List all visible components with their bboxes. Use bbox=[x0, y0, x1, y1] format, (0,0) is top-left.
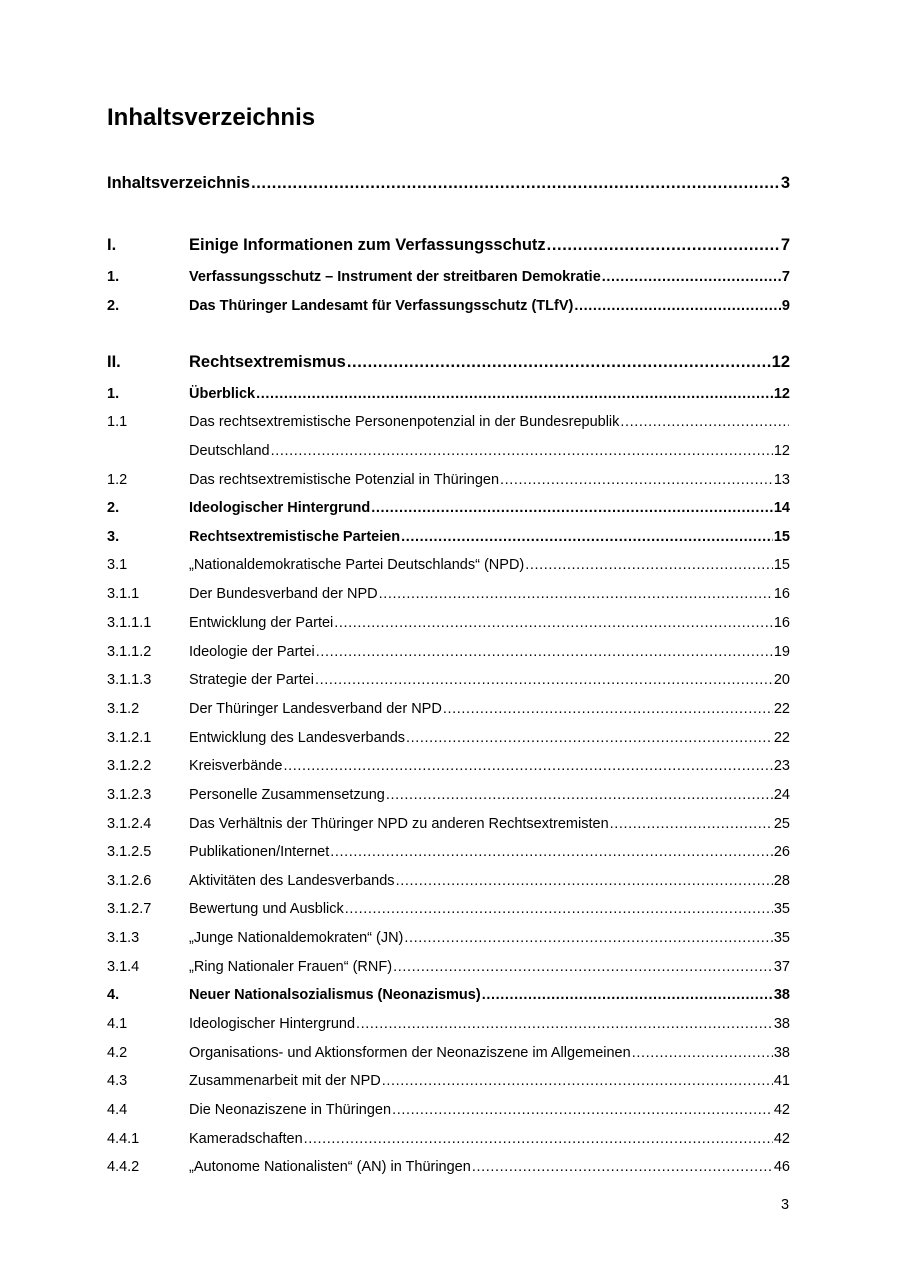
toc-entry[interactable] bbox=[107, 1155, 790, 1177]
toc-entry[interactable] bbox=[107, 496, 790, 518]
toc-entry[interactable] bbox=[107, 265, 790, 287]
toc-entry-title: Das rechtsextremistische Potenzial in Thüringen bbox=[189, 472, 500, 488]
toc-entry-page: 35 bbox=[773, 901, 790, 917]
dot-leader bbox=[251, 174, 780, 193]
dot-leader bbox=[525, 557, 773, 573]
toc-entry[interactable] bbox=[107, 173, 790, 195]
toc-entry[interactable] bbox=[107, 525, 790, 547]
toc-entry-number: 3.1.2 bbox=[107, 701, 140, 717]
toc-entry-number: 2. bbox=[107, 500, 120, 516]
toc-entry[interactable] bbox=[107, 1069, 790, 1091]
dot-leader bbox=[404, 930, 772, 946]
dot-leader bbox=[610, 816, 773, 832]
toc-entry-number: 4.4.1 bbox=[107, 1131, 140, 1147]
dot-leader bbox=[443, 701, 773, 717]
toc-entry-page: 12 bbox=[771, 353, 790, 371]
toc-entry[interactable] bbox=[107, 382, 790, 404]
toc-entry-number: 3.1.1 bbox=[107, 586, 140, 602]
toc-entry[interactable] bbox=[107, 840, 790, 862]
toc-entry[interactable] bbox=[107, 726, 790, 748]
toc-entry-number: 1.2 bbox=[107, 472, 128, 488]
toc-entry-number: 3.1.1.1 bbox=[107, 615, 152, 631]
toc-entry-page: 15 bbox=[773, 529, 790, 545]
dot-leader bbox=[482, 987, 773, 1003]
toc-entry-number: 3.1.3 bbox=[107, 930, 140, 946]
toc-entry-title: Das Thüringer Landesamt für Verfassungsschutz (TLfV) bbox=[189, 298, 574, 314]
toc-entry-page: 7 bbox=[781, 269, 790, 285]
toc-entry-number: 3.1.2.5 bbox=[107, 844, 152, 860]
toc-entry-page: 24 bbox=[773, 787, 790, 803]
toc-entry-page: 28 bbox=[773, 873, 790, 889]
toc-entry-title: Die Neonaziszene in Thüringen bbox=[189, 1102, 392, 1118]
toc-entry-page: 38 bbox=[773, 1016, 790, 1032]
dot-leader bbox=[392, 1102, 773, 1118]
toc-entry-title: „Autonome Nationalisten“ (AN) in Thüringen bbox=[189, 1159, 471, 1175]
toc-entry[interactable] bbox=[107, 926, 790, 948]
toc-entry[interactable] bbox=[107, 468, 790, 490]
toc-entry-page: 42 bbox=[773, 1131, 790, 1147]
toc-entry[interactable] bbox=[107, 1127, 790, 1149]
toc-entry[interactable] bbox=[107, 783, 790, 805]
toc-entry-title: Ideologischer Hintergrund bbox=[189, 500, 371, 516]
toc-entry-number: 3.1.2.6 bbox=[107, 873, 152, 889]
toc-entry[interactable] bbox=[107, 812, 790, 834]
toc-entry-number: 3.1.1.2 bbox=[107, 644, 152, 660]
dot-leader bbox=[316, 644, 773, 660]
toc-entry-title: Publikationen/Internet bbox=[189, 844, 330, 860]
toc-entry-number: 3.1.2.3 bbox=[107, 787, 152, 803]
toc-entry-page: 37 bbox=[773, 959, 790, 975]
toc-entry-title: Neuer Nationalsozialismus (Neonazismus) bbox=[189, 987, 481, 1003]
dot-leader bbox=[330, 844, 773, 860]
toc-entry-number: 3.1.2.1 bbox=[107, 730, 152, 746]
dot-leader bbox=[284, 758, 773, 774]
toc-entry-number: 1. bbox=[107, 386, 120, 402]
toc-entry-title: Zusammenarbeit mit der NPD bbox=[189, 1073, 381, 1089]
toc-entry-page: 35 bbox=[773, 930, 790, 946]
toc-entry-number: 3.1.2.7 bbox=[107, 901, 152, 917]
toc-entry[interactable] bbox=[107, 582, 790, 604]
toc-entry-title: Das rechtsextremistische Personenpotenzial in der Bundesrepublik bbox=[189, 414, 620, 430]
toc-entry-number: 4.2 bbox=[107, 1045, 128, 1061]
dot-leader bbox=[256, 386, 773, 402]
toc-heading: Inhaltsverzeichnis bbox=[107, 104, 316, 131]
dot-leader bbox=[632, 1045, 773, 1061]
toc-entry[interactable] bbox=[107, 668, 790, 690]
dot-leader bbox=[379, 586, 773, 602]
toc-entry-title: Einige Informationen zum Verfassungsschutz bbox=[189, 236, 546, 254]
toc-entry-title: Inhaltsverzeichnis bbox=[107, 174, 251, 192]
dot-leader bbox=[574, 298, 781, 314]
toc-entry-title: Ideologischer Hintergrund bbox=[189, 1016, 356, 1032]
toc-entry-title: Strategie der Partei bbox=[189, 672, 314, 688]
toc-entry-page: 26 bbox=[773, 844, 790, 860]
dot-leader bbox=[382, 1073, 773, 1089]
toc-entry-title: Verfassungsschutz – Instrument der streitbaren Demokratie bbox=[189, 269, 601, 285]
toc-entry-page: 16 bbox=[773, 615, 790, 631]
toc-entry-number: 3.1.1.3 bbox=[107, 672, 152, 688]
toc-entry-page: 7 bbox=[780, 236, 790, 254]
toc-entry[interactable] bbox=[107, 352, 790, 374]
toc-entry-page: 38 bbox=[773, 1045, 790, 1061]
toc-entry-number: 3.1.2.4 bbox=[107, 816, 152, 832]
toc-entry-title: „Ring Nationaler Frauen“ (RNF) bbox=[189, 959, 393, 975]
toc-entry-number: 1.1 bbox=[107, 414, 128, 430]
dot-leader bbox=[315, 672, 773, 688]
toc-entry[interactable] bbox=[107, 955, 790, 977]
dot-leader bbox=[401, 529, 773, 545]
toc-entry-page: 15 bbox=[773, 557, 790, 573]
toc-entry[interactable] bbox=[107, 294, 790, 316]
toc-entry[interactable] bbox=[107, 439, 790, 461]
dot-leader bbox=[393, 959, 773, 975]
toc-entry-title: Das Verhältnis der Thüringer NPD zu anderen Rechtsextremisten bbox=[189, 816, 609, 832]
toc-entry[interactable] bbox=[107, 553, 790, 575]
toc-entry-number: 4.4.2 bbox=[107, 1159, 140, 1175]
toc-entry[interactable] bbox=[107, 611, 790, 633]
toc-entry-title: Aktivitäten des Landesverbands bbox=[189, 873, 395, 889]
toc-entry-title: Kreisverbände bbox=[189, 758, 283, 774]
toc-entry[interactable] bbox=[107, 410, 790, 432]
toc-entry[interactable] bbox=[107, 235, 790, 257]
toc-entry[interactable] bbox=[107, 640, 790, 662]
toc-entry-title: Überblick bbox=[189, 386, 256, 402]
toc-entry-page: 12 bbox=[773, 386, 790, 402]
toc-entry-page: 22 bbox=[773, 701, 790, 717]
toc-entry-page: 9 bbox=[781, 298, 790, 314]
toc-entry-number: 3.1 bbox=[107, 557, 128, 573]
toc-entry-title: Der Bundesverband der NPD bbox=[189, 586, 378, 602]
toc-entry-page: 16 bbox=[773, 586, 790, 602]
toc-entry[interactable] bbox=[107, 869, 790, 891]
toc-entry-title: Personelle Zusammensetzung bbox=[189, 787, 385, 803]
toc-entry-page: 12 bbox=[773, 443, 790, 459]
dot-leader bbox=[547, 236, 780, 255]
toc-entry[interactable] bbox=[107, 697, 790, 719]
toc-entry-number: I. bbox=[107, 236, 117, 254]
dot-leader bbox=[396, 873, 773, 889]
toc-entry-page: 13 bbox=[773, 472, 790, 488]
toc-entry-number: 3. bbox=[107, 529, 120, 545]
toc-entry[interactable] bbox=[107, 1041, 790, 1063]
toc-entry-title: Rechtsextremistische Parteien bbox=[189, 529, 401, 545]
toc-entry-number: 4.3 bbox=[107, 1073, 128, 1089]
toc-entry-page: 14 bbox=[773, 500, 790, 516]
toc-entry-number: 4. bbox=[107, 987, 120, 1003]
toc-entry[interactable] bbox=[107, 1012, 790, 1034]
dot-leader bbox=[500, 472, 773, 488]
dot-leader bbox=[334, 615, 773, 631]
toc-entry-title: Ideologie der Partei bbox=[189, 644, 315, 660]
toc-entry-title: „Nationaldemokratische Partei Deutschlands“ (NPD) bbox=[189, 557, 525, 573]
toc-entry-page: 46 bbox=[773, 1159, 790, 1175]
toc-entry-number: 2. bbox=[107, 298, 120, 314]
toc-entry-page: 42 bbox=[773, 1102, 790, 1118]
dot-leader bbox=[356, 1016, 773, 1032]
toc-entry-page: 20 bbox=[773, 672, 790, 688]
toc-entry-title: Kameradschaften bbox=[189, 1131, 303, 1147]
toc-entry[interactable] bbox=[107, 1098, 790, 1120]
toc-entry-page: 3 bbox=[780, 174, 790, 192]
toc-entry-number: II. bbox=[107, 353, 121, 371]
toc-entry[interactable] bbox=[107, 754, 790, 776]
dot-leader bbox=[371, 500, 773, 516]
toc-entry-number: 1. bbox=[107, 269, 120, 285]
toc-entry[interactable] bbox=[107, 897, 790, 919]
toc-entry-title: Bewertung und Ausblick bbox=[189, 901, 344, 917]
toc-entry-title: Deutschland bbox=[189, 443, 270, 459]
toc-entry-title: Rechtsextremismus bbox=[189, 353, 346, 371]
dot-leader bbox=[345, 901, 773, 917]
dot-leader bbox=[271, 443, 773, 459]
toc-entry-page: 25 bbox=[773, 816, 790, 832]
toc-entry-page: 41 bbox=[773, 1073, 790, 1089]
dot-leader bbox=[602, 269, 781, 285]
toc-entry-number: 3.1.4 bbox=[107, 959, 140, 975]
page-number: 3 bbox=[781, 1197, 790, 1213]
toc-entry-title: Organisations- und Aktionsformen der Neonaziszene im Allgemeinen bbox=[189, 1045, 631, 1061]
toc-entry-page: 22 bbox=[773, 730, 790, 746]
toc-entry-number: 4.1 bbox=[107, 1016, 128, 1032]
toc-entry-title: Der Thüringer Landesverband der NPD bbox=[189, 701, 442, 717]
toc-entry-title: „Junge Nationaldemokraten“ (JN) bbox=[189, 930, 404, 946]
dot-leader bbox=[620, 414, 789, 430]
dot-leader bbox=[386, 787, 773, 803]
dot-leader bbox=[347, 353, 771, 372]
toc-entry-page: 23 bbox=[773, 758, 790, 774]
toc-entry[interactable] bbox=[107, 983, 790, 1005]
toc-entry-page: 19 bbox=[773, 644, 790, 660]
toc-entry-title: Entwicklung der Partei bbox=[189, 615, 334, 631]
dot-leader bbox=[472, 1159, 773, 1175]
toc-entry-number: 3.1.2.2 bbox=[107, 758, 152, 774]
dot-leader bbox=[304, 1131, 773, 1147]
toc-entry-page: 38 bbox=[773, 987, 790, 1003]
toc-entry-title: Entwicklung des Landesverbands bbox=[189, 730, 406, 746]
dot-leader bbox=[406, 730, 773, 746]
toc-entry-number: 4.4 bbox=[107, 1102, 128, 1118]
